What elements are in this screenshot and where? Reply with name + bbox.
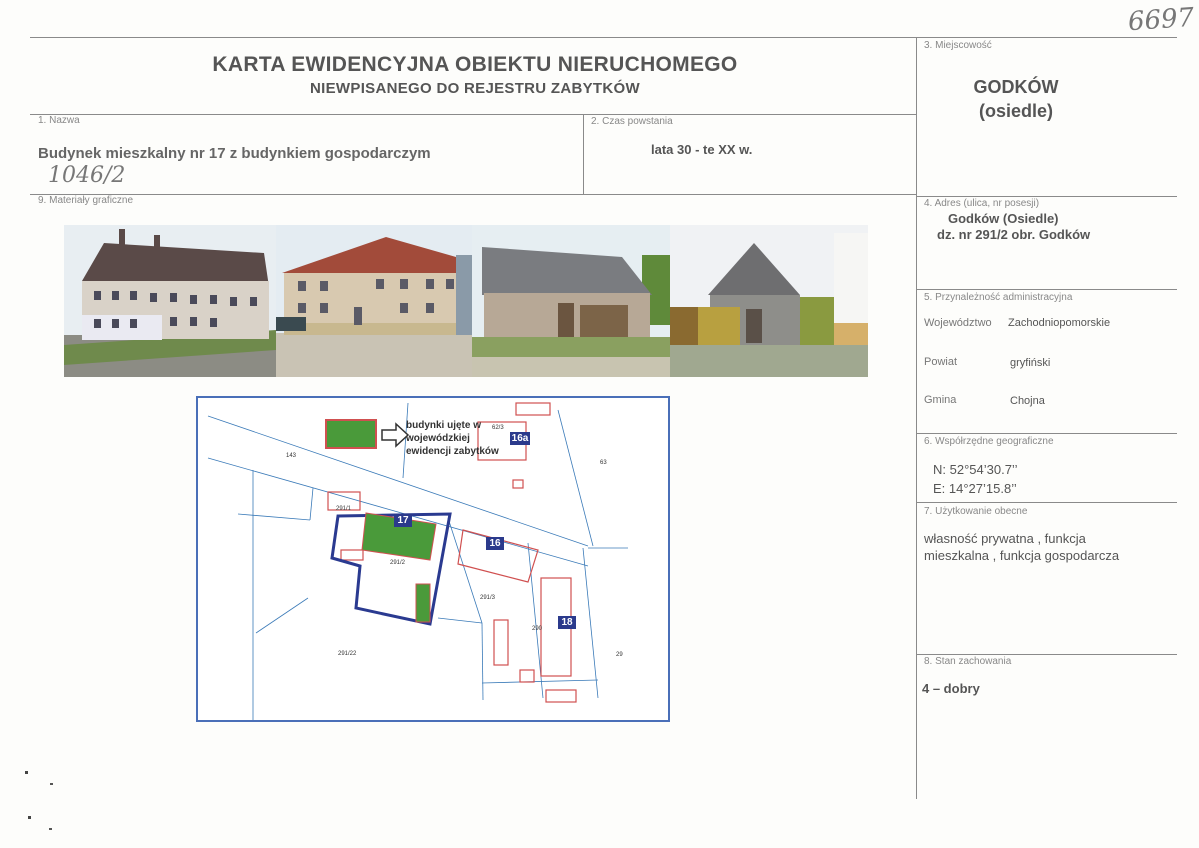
coord-e: E: 14°27’15.8’’ bbox=[933, 481, 1017, 496]
cadastral-map bbox=[196, 396, 670, 722]
photo-residential-building-2 bbox=[276, 225, 472, 377]
handwritten-code: 1046/2 bbox=[48, 163, 126, 188]
uzytkowanie-label: 7. Użytkowanie obecne bbox=[924, 506, 1028, 517]
parcel-label: 291/22 bbox=[338, 651, 357, 657]
badge-16a: 16a bbox=[511, 433, 529, 444]
wspolrzedne-label: 6. Współrzędne geograficzne bbox=[924, 436, 1054, 447]
right-column-divider bbox=[916, 37, 917, 799]
photo-residential-building-1 bbox=[64, 225, 276, 377]
czas-value: lata 30 - te XX w. bbox=[651, 142, 753, 157]
parcel-label: 291/1 bbox=[336, 506, 352, 512]
parcel-label: 62/3 bbox=[492, 425, 504, 431]
rule-after-przynaleznosc bbox=[916, 433, 1177, 434]
miejscowosc-subvalue: (osiedle) bbox=[978, 101, 1053, 121]
top-rule bbox=[30, 37, 1177, 38]
badge-16: 16 bbox=[486, 537, 504, 550]
rule-after-uzytkowanie bbox=[916, 654, 1177, 655]
map-legend-line3: ewidencji zabytków bbox=[406, 446, 499, 457]
miejscowosc-value: GODKÓW bbox=[973, 77, 1059, 97]
nazwa-label: 1. Nazwa bbox=[38, 115, 80, 126]
photo-barn bbox=[670, 225, 868, 377]
scan-speck bbox=[49, 828, 52, 830]
adres-label: 4. Adres (ulica, nr posesji) bbox=[924, 198, 1040, 209]
badge-17: 17 bbox=[394, 514, 412, 527]
wojewodztwo-key: Województwo bbox=[924, 317, 992, 329]
stan-value: 4 – dobry bbox=[922, 681, 980, 696]
rule-after-miejscowosc bbox=[916, 196, 1177, 197]
parcel-label: 290 bbox=[532, 626, 543, 632]
stan-label: 8. Stan zachowania bbox=[924, 656, 1012, 667]
map-legend-line2: wojewódzkiej bbox=[406, 433, 470, 444]
scan-speck bbox=[25, 771, 28, 774]
parcel-label: 29 bbox=[616, 652, 623, 658]
wojewodztwo-value: Zachodniopomorskie bbox=[1008, 317, 1111, 329]
powiat-key: Powiat bbox=[924, 356, 958, 368]
header-bottom-rule bbox=[30, 114, 916, 115]
handwritten-sheet-number: 6697 bbox=[1127, 2, 1196, 38]
czas-label: 2. Czas powstania bbox=[591, 116, 673, 127]
coord-n: N: 52°54’30.7’’ bbox=[933, 462, 1018, 477]
rule-after-wspolrzedne bbox=[916, 502, 1177, 503]
materialy-label: 9. Materiały graficzne bbox=[38, 195, 134, 206]
gmina-key: Gmina bbox=[924, 394, 957, 406]
farm-building-highlight bbox=[416, 584, 430, 622]
parcel-label: 291/2 bbox=[390, 560, 406, 566]
parcel-label: 143 bbox=[286, 453, 297, 459]
map-legend-line1: budynki ujęte w bbox=[406, 420, 482, 431]
badge-18: 18 bbox=[558, 616, 576, 629]
legend-arrow-icon bbox=[382, 424, 408, 446]
parcel-label: 291/3 bbox=[480, 595, 496, 601]
powiat-value: gryfiński bbox=[1010, 357, 1051, 369]
document-title: KARTA EWIDENCYJNA OBIEKTU NIERUCHOMEGO bbox=[212, 53, 738, 76]
document-subtitle: NIEWPISANEGO DO REJESTRU ZABYTKÓW bbox=[310, 80, 640, 97]
przynaleznosc-label: 5. Przynależność administracyjna bbox=[924, 292, 1073, 303]
uzytkowanie-line2: mieszkalna , funkcja gospodarcza bbox=[924, 548, 1120, 563]
uzytkowanie-line1: własność prywatna , funkcja bbox=[924, 531, 1086, 546]
adres-line1: Godków (Osiedle) bbox=[948, 211, 1059, 226]
name-row-bottom-rule bbox=[30, 194, 916, 195]
rule-after-adres bbox=[916, 289, 1177, 290]
gmina-value: Chojna bbox=[1010, 395, 1045, 407]
name-date-divider bbox=[583, 114, 584, 194]
nazwa-value: Budynek mieszkalny nr 17 z budynkiem gospodarczym bbox=[38, 145, 431, 162]
photo-farm-building bbox=[472, 225, 670, 377]
map-highlight-building bbox=[326, 420, 376, 448]
scan-speck bbox=[28, 816, 31, 819]
miejscowosc-label: 3. Miejscowość bbox=[924, 40, 992, 51]
scan-speck bbox=[50, 783, 53, 785]
parcel-label: 63 bbox=[600, 460, 607, 466]
adres-line2: dz. nr 291/2 obr. Godków bbox=[937, 227, 1091, 242]
